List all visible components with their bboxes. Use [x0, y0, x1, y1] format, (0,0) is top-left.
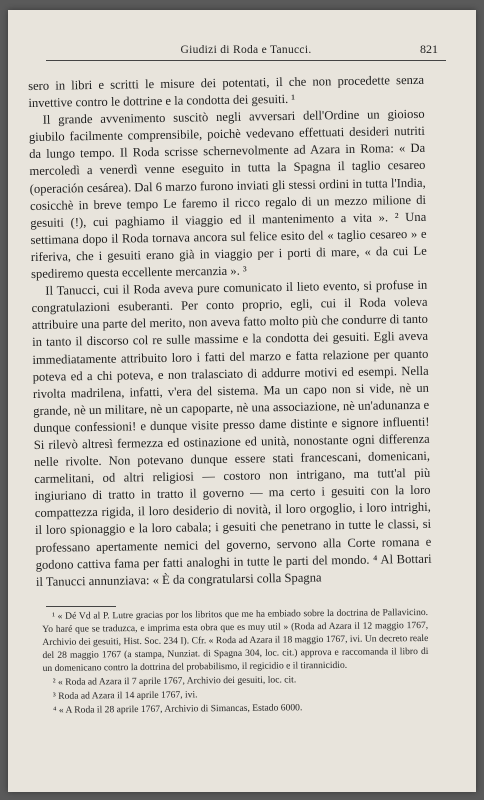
footnote: ² « Roda ad Azara il 7 aprile 1767, Archivio dei gesuiti, loc. cit.	[52, 674, 297, 688]
footnote: ¹ « Dé Vd al P. Lutre gracias por los libritos que me ha embiado sobre la doctrina de Pallavicino. Yo haré que se traduzca, e imprima esta obra que es muy util » (Roda ad Azara il 12 maggio 1767, Archivio dei gesuiti, Hist. Soc. 234 I). Cfr. « Roda ad Azara il 18 maggio 1767, ivi. Un decreto reale del 28 maggio 1767 (a stampa, Nunziat. di Spagna 304, loc. cit.) approva e raccomanda il libro di un domenicano contro la dottrina del probabilismo, il regicidio e il tirannicidio.	[42, 606, 429, 674]
running-title: Giudizi di Roda e Tanucci.	[180, 44, 312, 56]
paragraph: Il grande avvenimento suscitò negli avversari dell'Ordine un gioioso giubilo facilmente comprensibile, poichè vedevano effettuati desideri nutriti da lungo tempo. Il Roda scrisse schernevolmente ad Azara in Roma: « Da mercoledì a venerdì venne eseguito in tutta la Spagna il taglio cesareo (operación cesárea). Dal 6 marzo furono inviati gli stessi ordini in tutta l'India, cosicchè in breve tempo Le faremo il ricco regalo di un mezzo milione di gesuiti (!), cui paghiamo il viaggio ed il mantenimento a vita ». ² Una settimana dopo il Roda tornava ancora sul felice esito del « taglio cesareo » e riferiva, che i gesuiti erano già in viaggio per i porti di mare, « da cui Le spediremo questa eccellente mercanzia ». ³	[28, 106, 427, 282]
main-text	[28, 72, 432, 591]
footnote-divider	[46, 606, 116, 607]
footnote: ³ Roda ad Azara il 14 aprile 1767, ivi.	[52, 689, 198, 702]
footnote: ⁴ « A Roda il 28 aprile 1767, Archivio di Simancas, Estado 6000.	[52, 702, 303, 716]
page-number: 821	[420, 42, 438, 56]
paragraph: Il Tanucci, cui il Roda aveva pure comunicato il lieto evento, si profuse in congratulazioni esuberanti. Per conto proprio, egli, cui il Roda voleva attribuire una parte del merito, non aveva fatto molto più che condurre di tanto in tanto il discorso col re sulle massime e la condotta dei gesuiti. Egli aveva immediatamente attribuito loro i fatti del marzo e fatta relazione per quanto poteva ed a chi poteva, e non tralasciato di addurre motivi ed esempi. Nella rivolta madrilena, infatti, v'era del sistema. Ma un capo non si vide, nè un grande, nè un militare, nè un capoparte, nè una associazione, nè un'adunanza e dunque confessioni! e dunque visite presso dame distinte e signore influenti! Si rilevò altresì fermezza ed ostinazione ed unità, nonostante ogni differenza nelle rivolte. Non potevano dunque essere stati francescani, domenicani, carmelitani, od altri religiosi — costoro non intrigano, ma tutt'al più ingiuriano di tratto in tratto il governo — ma certo i gesuiti con la loro compattezza rigida, il loro desiderio di novità, il loro orgoglio, i loro intrighi, il loro spionaggio e la loro cabala; i gesuiti che penetrano in tutte le classi, si professano apertamente nemici del governo, servono alla Corte romana e godono cattiva fama per fatti analoghi in tutte le parti del mondo. ⁴ Al Bottari il Tanucci annunziava: « È da congratularsi colla Spagna	[31, 277, 432, 589]
running-header	[46, 42, 446, 61]
paragraph-continued: sero in libri e scritti le misure dei potentati, il che non procedette senza invettive contro le dottrine e la condotta dei gesuiti. ¹	[28, 72, 425, 111]
book-page	[8, 10, 476, 792]
footnotes	[42, 606, 429, 718]
